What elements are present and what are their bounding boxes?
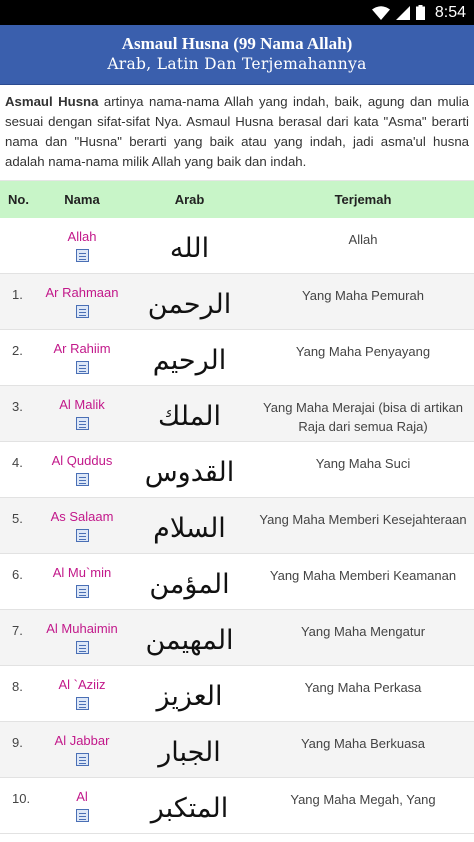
row-arabic: السلام <box>153 513 226 544</box>
column-header-arab: Arab <box>174 192 205 207</box>
row-arabic: العزيز <box>156 681 223 712</box>
row-arabic: الملك <box>157 401 222 432</box>
row-name-link[interactable]: Al Quddus <box>51 453 113 468</box>
page-subtitle: Arab, Latin Dan Terjemahannya <box>107 55 367 73</box>
document-list-icon[interactable] <box>76 641 89 654</box>
row-name-cell[interactable] <box>37 666 127 721</box>
row-translation: Yang Maha Megah, Yang <box>290 792 436 807</box>
row-arabic: الله <box>169 233 210 264</box>
table-row[interactable] <box>0 330 474 386</box>
row-number: 8. <box>12 679 23 694</box>
page-title: Asmaul Husna (99 Nama Allah) <box>121 34 353 53</box>
row-translation: Yang Maha Suci <box>315 456 411 471</box>
document-list-icon[interactable] <box>76 585 89 598</box>
row-name-link[interactable]: Allah <box>67 229 97 244</box>
table-row[interactable] <box>0 442 474 498</box>
row-number: 4. <box>12 455 23 470</box>
row-number: 2. <box>12 343 23 358</box>
document-list-icon[interactable] <box>76 529 89 542</box>
row-name-link[interactable]: As Salaam <box>50 509 114 524</box>
row-translation: Yang Maha Memberi Keamanan <box>269 568 457 583</box>
row-name-cell[interactable] <box>37 610 127 665</box>
row-number: 6. <box>12 567 23 582</box>
row-arabic: الجبار <box>158 737 221 768</box>
row-name-cell[interactable] <box>37 778 127 833</box>
row-translation: Yang Maha Merajai (bisa di artikan Raja dari semua Raja) <box>263 400 463 434</box>
row-name-link[interactable]: Al `Aziiz <box>58 677 106 692</box>
row-translation: Yang Maha Perkasa <box>304 680 422 695</box>
document-list-icon[interactable] <box>76 305 89 318</box>
row-number: 10. <box>12 791 31 806</box>
column-header-nama: Nama <box>64 192 100 207</box>
row-name-link[interactable]: Ar Rahiim <box>53 341 111 356</box>
app-header <box>0 25 474 85</box>
cell-signal-icon <box>396 6 410 20</box>
row-name-cell[interactable] <box>37 442 127 497</box>
document-list-icon[interactable] <box>76 473 89 486</box>
document-list-icon[interactable] <box>76 697 89 710</box>
column-header-no: No. <box>8 192 29 207</box>
row-name-link[interactable]: Al Malik <box>59 397 105 412</box>
table-body <box>0 218 474 834</box>
status-bar <box>0 0 474 25</box>
row-translation: Yang Maha Memberi Kesejahteraan <box>259 512 467 527</box>
row-name-link[interactable]: Ar Rahmaan <box>45 285 119 300</box>
row-translation: Yang Maha Mengatur <box>300 624 426 639</box>
row-number: 3. <box>12 399 23 414</box>
row-number: 1. <box>12 287 23 302</box>
row-name-cell[interactable] <box>37 554 127 609</box>
status-time: 8:54 <box>434 3 466 21</box>
row-name-cell[interactable] <box>37 330 127 385</box>
table-row[interactable] <box>0 274 474 330</box>
row-arabic: المؤمن <box>149 569 230 600</box>
row-name-link[interactable]: Al Muhaimin <box>46 621 118 636</box>
table-row[interactable] <box>0 778 474 834</box>
row-number: 7. <box>12 623 23 638</box>
wifi-icon <box>372 6 390 20</box>
row-name-cell[interactable] <box>37 722 127 777</box>
row-name-cell[interactable] <box>37 274 127 329</box>
row-name-link[interactable]: Al Jabbar <box>54 733 110 748</box>
row-arabic: المتكبر <box>150 793 229 824</box>
intro-paragraph <box>0 85 474 180</box>
names-table <box>0 180 474 834</box>
row-number: 9. <box>12 735 23 750</box>
document-list-icon[interactable] <box>76 417 89 430</box>
row-name-link[interactable]: Al Mu`min <box>52 565 112 580</box>
row-translation: Allah <box>348 232 378 247</box>
table-row[interactable] <box>0 666 474 722</box>
table-row[interactable] <box>0 554 474 610</box>
intro-text: artinya nama-nama Allah yang indah, baik, agung dan mulia sesuai dengan sifat-sifat Nya. Asmaul Husna berasal dari kata "Asma" berarti nama dan "Husna" berarti yang baik atau yang indah, jadi asma'ul husna adalah nama-nama milik Allah yang baik dan indah. <box>5 94 469 169</box>
row-arabic: الرحمن <box>147 289 232 320</box>
row-translation: Yang Maha Berkuasa <box>300 736 426 751</box>
table-row[interactable] <box>0 610 474 666</box>
document-list-icon[interactable] <box>76 753 89 766</box>
row-name-link[interactable]: Al <box>76 789 88 804</box>
document-list-icon[interactable] <box>76 809 89 822</box>
table-header <box>0 180 474 218</box>
row-arabic: الرحيم <box>152 345 227 376</box>
table-row[interactable] <box>0 386 474 442</box>
intro-term: Asmaul Husna <box>5 94 99 109</box>
row-number: 5. <box>12 511 23 526</box>
table-row[interactable] <box>0 722 474 778</box>
column-header-terjemah: Terjemah <box>334 192 392 207</box>
row-translation: Yang Maha Pemurah <box>302 288 424 303</box>
document-list-icon[interactable] <box>76 361 89 374</box>
row-name-cell[interactable] <box>37 386 127 441</box>
row-arabic: المهيمن <box>145 625 234 656</box>
row-arabic: القدوس <box>144 457 235 488</box>
row-name-cell[interactable] <box>37 498 127 553</box>
row-number <box>0 218 37 273</box>
battery-icon <box>416 5 425 20</box>
row-translation: Yang Maha Penyayang <box>295 344 431 359</box>
table-row[interactable] <box>0 218 474 274</box>
table-row[interactable] <box>0 498 474 554</box>
document-list-icon[interactable] <box>76 249 89 262</box>
row-name-cell[interactable] <box>37 218 127 273</box>
